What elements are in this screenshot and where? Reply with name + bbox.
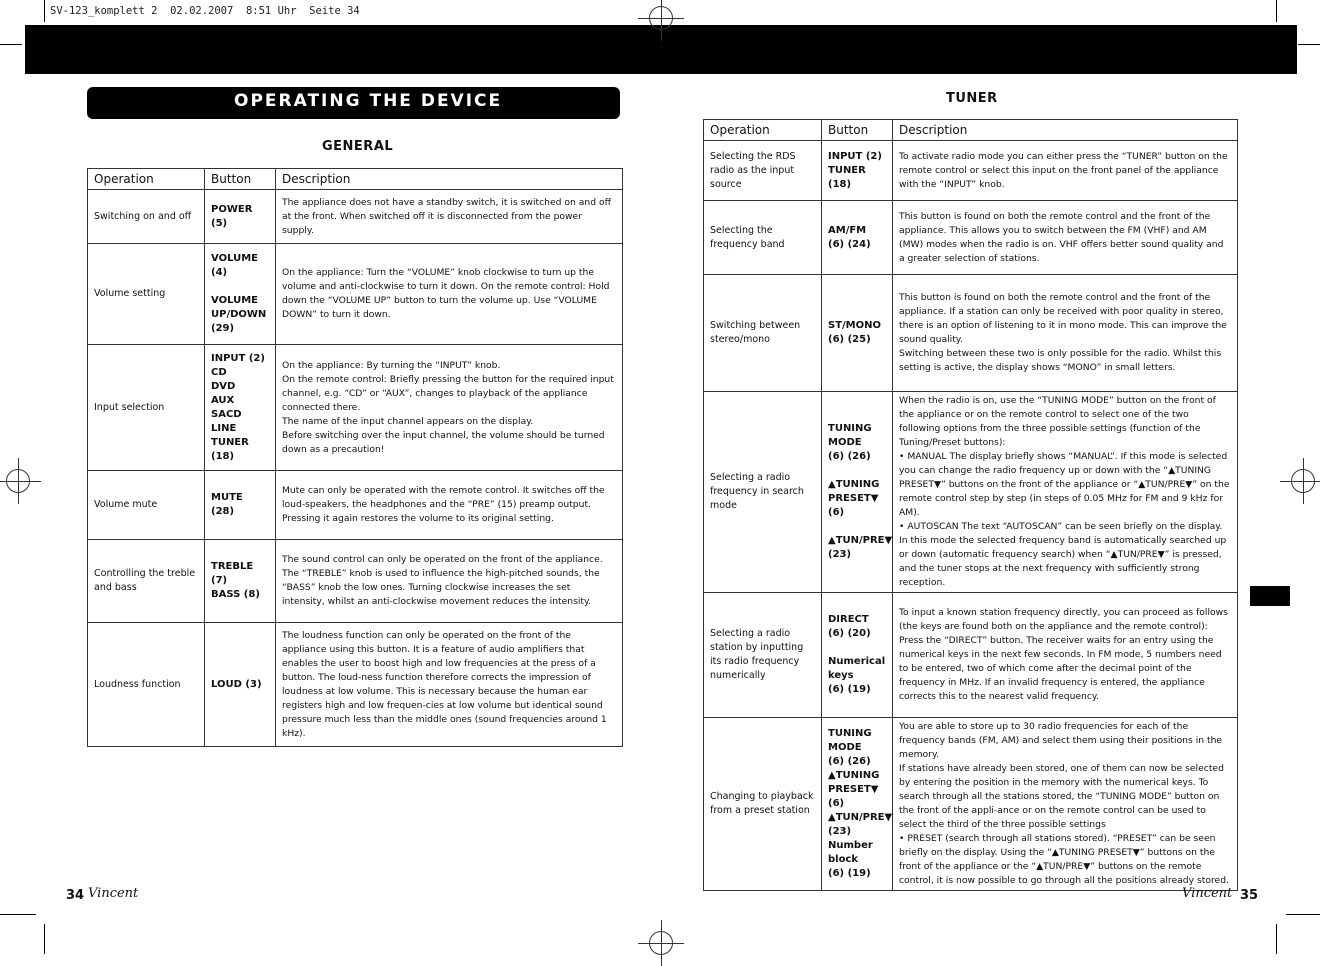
description-cell: The loudness function can only be operated on the front of the appliance using this button. It is a feature of audio amplifiers that enables the user to boost high and low frequencies at the press of a button. The loud-ness function therefore corrects the impression of loudness at low volume. This is necessary because the human ear registers high and low frequen-cies at low volume but identical sound pressure much less than the middle ones (sound frequencies around 1 kHz). (276, 623, 623, 747)
page-number: 35 (1240, 888, 1259, 903)
column-header: Operation (704, 120, 822, 141)
operation-cell: Selecting the RDS radio as the input source (704, 141, 822, 201)
button-cell: TUNING MODE (6) (26) ▲TUNING PRESET▼ (6) ▲TUN/PRE▼ (23) (822, 392, 893, 593)
operation-cell: Selecting the frequency band (704, 201, 822, 275)
button-cell: AM/FM (6) (24) (822, 201, 893, 275)
table-row (88, 190, 623, 244)
brand-logo: Vincent (88, 886, 139, 901)
button-cell: POWER (5) (205, 190, 276, 244)
operation-cell: Selecting a radio frequency in search mode (704, 392, 822, 593)
button-cell: TUNING MODE (6) (26) ▲TUNING PRESET▼ (6) ▲TUN/PRE▼ (23) Number block (6) (19) (822, 718, 893, 891)
crop-mark (1276, 0, 1277, 22)
registration-mark (6, 469, 30, 493)
table-row (88, 345, 623, 471)
operation-cell: Input selection (88, 345, 205, 471)
section-heading-tuner: TUNER (946, 91, 998, 106)
button-cell: INPUT (2) CD DVD AUX SACD LINE TUNER (18) (205, 345, 276, 471)
crop-mark (1276, 924, 1277, 954)
description-cell: Mute can only be operated with the remote control. It switches off the loud-speakers, the headphones and the “PRE” (15) preamp output. Pressing it again restores the volume to its original setting. (276, 471, 623, 540)
column-header: Operation (88, 169, 205, 190)
button-cell: DIRECT (6) (20) Numerical keys (6) (19) (822, 593, 893, 718)
button-cell: VOLUME (4) VOLUME UP/DOWN (29) (205, 244, 276, 345)
table-row (704, 201, 1238, 275)
crop-mark (44, 0, 45, 22)
operation-cell: Volume mute (88, 471, 205, 540)
operation-cell: Switching on and off (88, 190, 205, 244)
general-table (87, 168, 623, 747)
description-cell: The appliance does not have a standby switch, it is switched on and off at the front. When switched off it is disconnected from the power supply. (276, 190, 623, 244)
button-cell: TREBLE (7) BASS (8) (205, 540, 276, 623)
column-header: Description (893, 120, 1238, 141)
table-row (704, 392, 1238, 593)
operation-cell: Volume setting (88, 244, 205, 345)
page-number: 34 (66, 888, 85, 903)
brand-logo: Vincent (1182, 886, 1233, 901)
description-cell: On the appliance: Turn the “VOLUME” knob clockwise to turn up the volume and anti-clockwise to turn it down. On the remote control: Hold down the “VOLUME UP” button to turn the volume up. Use “VOLUME DOWN” to turn it down. (276, 244, 623, 345)
table-row (88, 244, 623, 345)
button-cell: LOUD (3) (205, 623, 276, 747)
crop-mark (44, 924, 45, 954)
description-cell: On the appliance: By turning the “INPUT” knob. On the remote control: Briefly pressing the button for the required input channel, e.g. “CD” or “AUX”, changes to playback of the appliance connected there. The name of the input channel appears on the display. Before switching over the input channel, the volume should be turned down as a precaution! (276, 345, 623, 471)
crop-mark (1286, 914, 1320, 915)
table-header-row (704, 120, 1238, 141)
crop-mark (0, 914, 36, 915)
button-cell: MUTE (28) (205, 471, 276, 540)
registration-mark (1291, 469, 1315, 493)
table-row (88, 623, 623, 747)
description-cell: This button is found on both the remote control and the front of the appliance. If a station can only be received with poor quality in stereo, there is an option of listening to it in mono mode. This can improve the sound quality. Switching between these two is only possible for the radio. Whilst this setting is active, the display shows “MONO” in small letters. (893, 275, 1238, 392)
crop-mark (0, 44, 22, 45)
column-header: Button (822, 120, 893, 141)
button-cell: ST/MONO (6) (25) (822, 275, 893, 392)
operation-cell: Switching between stereo/mono (704, 275, 822, 392)
column-header: Button (205, 169, 276, 190)
registration-mark (649, 6, 673, 30)
operation-cell: Controlling the treble and bass (88, 540, 205, 623)
print-slug: SV-123_komplett 2 02.02.2007 8:51 Uhr Seite 34 (50, 5, 360, 17)
operation-cell: Loudness function (88, 623, 205, 747)
table-row (88, 540, 623, 623)
table-row (704, 593, 1238, 718)
table-row (88, 471, 623, 540)
description-cell: To input a known station frequency directly, you can proceed as follows (the keys are found both on the appliance and the remote control): Press the “DIRECT” button. The receiver waits for an entry using the numerical keys in the next few seconds. In FM mode, 5 numbers need to be entered, two of which come after the decimal point of the frequency in MHz. If an invalid frequency is entered, the appliance corrects this to the nearest valid frequency. (893, 593, 1238, 718)
operation-cell: Selecting a radio station by inputting its radio frequency numerically (704, 593, 822, 718)
table-header-row (88, 169, 623, 190)
button-cell: INPUT (2) TUNER (18) (822, 141, 893, 201)
table-row (704, 141, 1238, 201)
description-cell: You are able to store up to 30 radio frequencies for each of the frequency bands (FM, AM) and select them using their positions in the memory. If stations have already been stored, one of them can now be selected by entering the position in the memory with the numerical keys. To search through all the stations stored, the “TUNING MODE” button on the front of the appli-ance or on the remote control can be used to select the third of the three possible settings • PRESET (search through all stations stored). “PRESET” can be seen briefly on the display. Using the “▲TUNING PRESET▼” buttons on the front of the appliance or the “▲TUN/PRE▼” buttons on the remote control, it is now possible to go through all the positions already stored. (893, 718, 1238, 891)
page-title: OPERATING THE DEVICE (87, 87, 620, 119)
crop-mark (1298, 44, 1320, 45)
tuner-table (703, 119, 1238, 891)
registration-mark (649, 931, 673, 955)
thumb-tab (1250, 586, 1290, 606)
section-heading-general: GENERAL (322, 139, 394, 154)
description-cell: This button is found on both the remote control and the front of the appliance. This allows you to switch between the FM (VHF) and AM (MW) modes when the radio is on. VHF offers better sound quality and a greater selection of stations. (893, 201, 1238, 275)
table-row (704, 275, 1238, 392)
table-row (704, 718, 1238, 891)
operation-cell: Changing to playback from a preset station (704, 718, 822, 891)
description-cell: When the radio is on, use the “TUNING MODE” button on the front of the appliance or on the remote control to select one of the two following options from the three possible settings (function of the Tuning/Preset buttons): • MANUAL The display briefly shows “MANUAL”. If this mode is selected you can change the radio frequency up or down with the “▲TUNING PRESET▼” buttons on the front of the appliance or “▲TUN/PRE▼” on the remote control step by step (in steps of 0.05 MHz for FM and 9 kHz for AM). • AUTOSCAN The text “AUTOSCAN” can be seen briefly on the display. In this mode the selected frequency band is automatically searched up or down (automatic frequency search) when “▲TUN/PRE▼” is pressed, and the tuner stops at the next frequency with sufficiently strong reception. (893, 392, 1238, 593)
description-cell: To activate radio mode you can either press the “TUNER” button on the remote control or select this input on the front panel of the appliance with the “INPUT” knob. (893, 141, 1238, 201)
description-cell: The sound control can only be operated on the front of the appliance. The “TREBLE” knob is used to influence the high-pitched sounds, the “BASS” knob the low ones. Turning clockwise increases the set intensity, whilst an anti-clockwise movement reduces the intensity. (276, 540, 623, 623)
column-header: Description (276, 169, 623, 190)
